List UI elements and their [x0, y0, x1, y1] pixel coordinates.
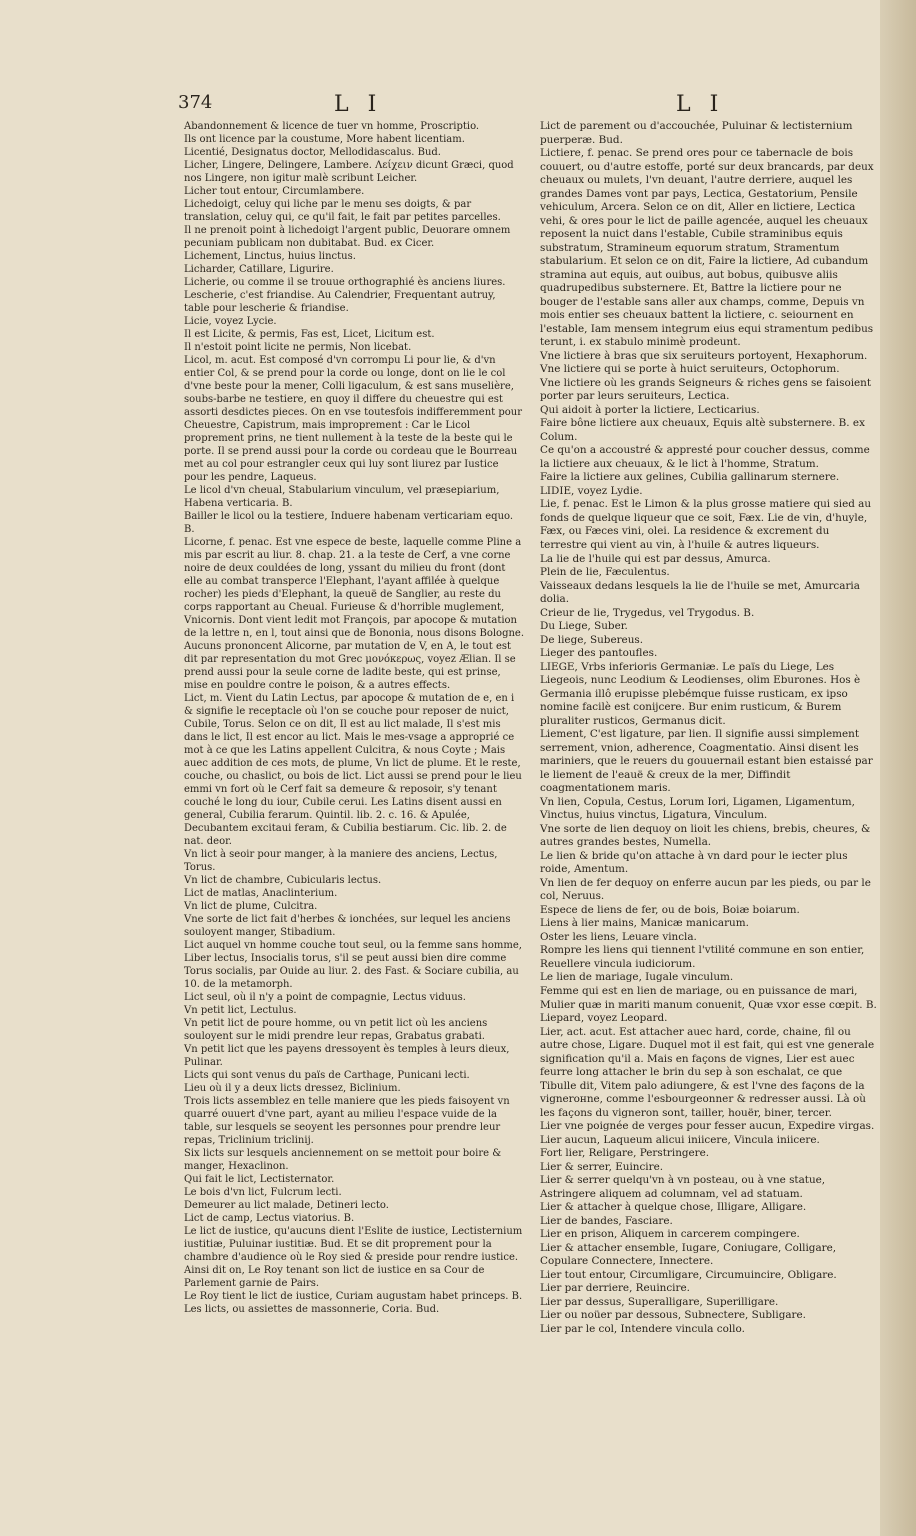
dictionary-entry: Lier par derriere, Reuincire.: [540, 1282, 690, 1295]
dictionary-entry: Trois licts assemblez en telle maniere que les pieds faisoyent vn quarré ouuert d'vne part, ayant au milieu l'espace vuide de la table, sur lesquels se seoyent les personnes pour prendre leur repas, Triclinium triclinij.: [184, 1096, 510, 1146]
dictionary-entry: Vne lictiere où les grands Seigneurs & riches gens se faisoient porter par leurs seruiteurs, Lectica.: [540, 376, 872, 403]
dictionary-entry: Plein de lie, Fæculentus.: [540, 566, 670, 579]
dictionary-entry: Lier & serrer quelqu'vn à vn posteau, ou à vne statue, Astringere aliquem ad columnam, vel ad statuam.: [540, 1174, 826, 1200]
dictionary-entry: Crieur de lie, Trygedus, vel Trygodus. B.: [540, 606, 755, 619]
dictionary-entry: Lier par dessus, Superalligare, Superilligare.: [540, 1295, 779, 1308]
dictionary-entry: Liepard, voyez Leopard.: [540, 1012, 668, 1025]
dictionary-entry: Licherie, ou comme il se trouue orthographié ès anciens liures. Lescherie, c'est friandise. Au Calendrier, Frequentant autruy, table pour lescherie & friandise.: [184, 277, 506, 314]
dictionary-entry: Lier & attacher ensemble, Iugare, Coniugare, Colligare, Copulare Connectere, Innectere.: [540, 1241, 837, 1268]
dictionary-entry: Lichement, Linctus, huius linctus.: [184, 251, 356, 262]
dictionary-entry: Lichedoigt, celuy qui liche par le menu ses doigts, & par translation, celuy qui, ce qu'il fait, le fait par petites parcelles.: [184, 199, 501, 223]
dictionary-entry: Vn petit lict que les payens dressoyent ès temples à leurs dieux, Pulinar.: [184, 1044, 510, 1068]
dictionary-entry: Espece de liens de fer, ou de bois, Boiæ boiarum.: [540, 903, 800, 916]
dictionary-entry: Lier ou noüer par dessous, Subnectere, Subligare.: [540, 1309, 806, 1322]
dictionary-entry: Liement, C'est ligature, par lien. Il signifie aussi simplement serrement, vnion, adherence, Coagmentatio. Ainsi disent les mariniers, que le reuers du gouuernail estant bien estaissé par le liement de l'eauë & creux de la mer, Diffindit coagmentationem maris.: [540, 728, 873, 795]
dictionary-entry: Le Roy tient le lict de iustice, Curiam augustam habet princeps. B.: [184, 1291, 523, 1302]
dictionary-entry: Lier en prison, Aliquem in carcerem compingere.: [540, 1228, 800, 1241]
dictionary-entry: Vaisseaux dedans lesquels la lie de l'huile se met, Amurcaria dolia.: [540, 579, 860, 606]
dictionary-entry: Lict de matlas, Anaclinterium.: [184, 888, 338, 899]
dictionary-entry: Il n'estoit point licite ne permis, Non licebat.: [184, 342, 412, 353]
page-header: [178, 92, 898, 122]
dictionary-entry: Lier aucun, Laqueum alicui iniicere, Vincula iniicere.: [540, 1133, 820, 1146]
dictionary-entry: Lier, act. acut. Est attacher auec hard, corde, chaine, fil ou autre chose, Ligare. Duquel mot il est fait, qui est vne generale signification qu'il a. Mais en façons de vignes, Lier est auec feurre long attacher le brin du sep à son eschalat, ce que Tibulle dit, Vitem palo adiungere, & est l'vne des façons de la vignerонne, comme l'esbourgeonner & redresser aussi. Là où les façons du vigneron sont, tailler, houër, biner, tercer.: [540, 1025, 875, 1119]
dictionary-entry: Le lien de mariage, Iugale vinculum.: [540, 971, 734, 984]
page-edge: [880, 0, 916, 1536]
dictionary-entry: Lier de bandes, Fasciare.: [540, 1214, 673, 1227]
dictionary-entry: LIDIE, voyez Lydie.: [540, 484, 643, 497]
dictionary-entry: Le lict de iustice, qu'aucuns dient l'Eslite de iustice, Lectisternium iustitiæ, Puluinar iustitiæ. Bud. Et se dit proprement pour la chambre d'audience où le Roy sied & preside pour rendre iustice. Ainsi dit on, Le Roy tenant son lict de iustice en sa Cour de Parlement garnie de Pairs.: [184, 1226, 523, 1289]
dictionary-entry: Lictiere, f. penac. Se prend ores pour ce tabernacle de bois couuert, ou d'autre estoffe, porté sur deux brancards, par deux cheuaux ou mulets, l'vn deuant, l'autre derriere, auquel les grandes Dames vont par pays, Lectica, Gestatorium, Pensile vehiculum, Arcera. Selon ce on dit, Aller en lictiere, Lectica vehi, & ores pour le lict de paille agencée, auquel les cheuaux reposent la nuict dans l'estable, Cubile straminibus equis substratum, Stramineum equorum stratum, Stramentum stabularium. Et selon ce on dit, Faire la lictiere, Ad cubandum stramina aut equis, aut ouibus, aut bobus, quibusve aliis quadrupedibus substernere. Et, Battre la lictiere pour ne bouger de l'estable sans aller aux champs, comme, Depuis vn mois entier ses cheuaux battent la lictiere, c. seiournent en l'estable, Iam mensem integrum eius equi stramentum pedibus terunt, i. ex stabulo minimè prodeunt.: [540, 147, 874, 349]
left-column: [184, 120, 524, 1316]
dictionary-entry: Six licts sur lesquels anciennement on se mettoit pour boire & manger, Hexaclinon.: [184, 1148, 502, 1172]
dictionary-entry: LIEGE, Vrbs inferioris Germaniæ. Le païs du Liege, Les Liegeois, nunc Leodium & Leodienses, olim Eburones. Hos è Germania illô erupisse plebémque fuisse rusticam, ex ipso nomine facilè est conijcere. Bur enim rusticum, & Burem pluraliter rusticos, Germanus dicit.: [540, 660, 861, 727]
dictionary-entry: Faire bône lictiere aux cheuaux, Equis altè substernere. B. ex Colum.: [540, 417, 865, 443]
dictionary-entry: Lieu où il y a deux licts dressez, Biclinium.: [184, 1083, 401, 1094]
dictionary-entry: Qui aidoit à porter la lictiere, Lecticarius.: [540, 403, 760, 416]
dictionary-entry: Lier & attacher à quelque chose, Illigare, Alligare.: [540, 1201, 807, 1214]
dictionary-entry: Le bois d'vn lict, Fulcrum lecti.: [184, 1187, 342, 1198]
dictionary-entry: Vne lictiere à bras que six seruiteurs portoyent, Hexaphorum.: [540, 349, 868, 362]
dictionary-entry: Lieger des pantoufles.: [540, 647, 658, 660]
dictionary-entry: Vn lict de plume, Culcitra.: [184, 901, 318, 912]
dictionary-entry: Lict de parement ou d'accouchée, Puluinar & lectisternium puerperæ. Bud.: [540, 120, 853, 146]
running-head-right: L I: [676, 92, 725, 117]
dictionary-entry: Licentié, Designatus doctor, Mellodidascalus. Bud.: [184, 147, 441, 158]
dictionary-entry: Licher, Lingere, Delingere, Lambere. Λείχειν dicunt Græci, quod nos Lingere, non igitur malè scribunt Leicher.: [184, 160, 514, 184]
dictionary-entry: Lie, f. penac. Est le Limon & la plus grosse matiere qui sied au fonds de quelque liqueur que ce soit, Fæx. Lie de vin, d'huyle, Fæx, ou Fæces vini, olei. La residence & excrement du terrestre qui vient au vin, à l'huile & autres liqueurs.: [540, 498, 872, 551]
dictionary-entry: Licts qui sont venus du païs de Carthage, Punicani lecti.: [184, 1070, 470, 1081]
dictionary-entry: Il ne prenoit point à lichedoigt l'argent public, Deuorare omnem pecuniam publicam non dubitabat. Bud. ex Cicer.: [184, 225, 511, 249]
dictionary-entry: Vn petit lict, Lectulus.: [184, 1005, 297, 1016]
dictionary-entry: Fort lier, Religare, Perstringere.: [540, 1147, 710, 1160]
dictionary-entry: Vne sorte de lien dequoy on lioit les chiens, brebis, cheures, & autres grandes bestes, Numella.: [540, 822, 871, 849]
dictionary-entry: De liege, Subereus.: [540, 633, 644, 646]
dictionary-entry: Vn lien de fer dequoy on enferre aucun par les pieds, ou par le col, Neruus.: [540, 876, 871, 903]
dictionary-entry: Le lien & bride qu'on attache à vn dard pour le iecter plus roide, Amentum.: [540, 849, 848, 876]
dictionary-entry: Qui fait le lict, Lectisternator.: [184, 1174, 335, 1185]
dictionary-entry: Demeurer au lict malade, Detineri lecto.: [184, 1200, 389, 1211]
dictionary-entry: Licorne, f. penac. Est vne espece de beste, laquelle comme Pline a mis par escrit au liur. 8. chap. 21. a la teste de Cerf, a vne corne noire de deux couldées de long, yssant du milieu du front (dont elle au combat transperce l'Elephant, l'ayant affilée à quelque rocher) les pieds d'Elephant, la queuë de Sanglier, au reste du corps rapportant au Cheual. Furieuse & d'horrible muglement, Vnicornis. Dont vient ledit mot François, par apocope & mutation de la lettre n, en l, tout ainsi que de Bononia, nous disons Bologne. Aucuns prononcent Alicorne, par mutation de V, en A, le tout est dit par representation du mot Grec μονόκερως, voyez Ælian. Il se prend aussi pour la seule corne de ladite beste, qui est prinse, mise en pouldre contre le poison, & a autres effects.: [184, 537, 525, 691]
dictionary-entry: Vn lict à seoir pour manger, à la maniere des anciens, Lectus, Torus.: [184, 849, 498, 873]
dictionary-entry: Lier tout entour, Circumligare, Circumuincire, Obligare.: [540, 1268, 837, 1281]
page-number: 374: [178, 92, 213, 113]
dictionary-entry: Abandonnement & licence de tuer vn homme, Proscriptio.: [184, 121, 480, 132]
dictionary-entry: Il est Licite, & permis, Fas est, Licet, Licitum est.: [184, 329, 435, 340]
dictionary-entry: Vn lien, Copula, Cestus, Lorum Iori, Ligamen, Ligamentum, Vinctus, huius vinctus, Ligatura, Vinculum.: [540, 795, 855, 822]
dictionary-entry: La lie de l'huile qui est par dessus, Amurca.: [540, 552, 771, 565]
dictionary-entry: Faire la lictiere aux gelines, Cubilia gallinarum sternere.: [540, 471, 840, 484]
dictionary-entry: Bailler le licol ou la testiere, Induere habenam verticariam equo. B.: [184, 511, 514, 535]
dictionary-entry: Lict seul, où il n'y a point de compagnie, Lectus viduus.: [184, 992, 466, 1003]
running-head-left: L I: [334, 92, 383, 117]
dictionary-entry: Liens à lier mains, Manicæ manicarum.: [540, 917, 749, 930]
dictionary-entry: Lict, m. Vient du Latin Lectus, par apocope & mutation de e, en i & signifie le receptacle où l'on se couche pour reposer de nuict, Cubile, Torus. Selon ce on dit, Il est au lict malade, Il s'est mis dans le lict, Il est encor au lict. Mais le mes-vsage a approprié ce mot à ce que les Latins appellent Culcitra, & nous Coyte ; Mais auec addition de ces mots, de plume, Vn lict de plume. Et le reste, couche, ou chaslict, ou bois de lict. Lict aussi se prend pour le lieu emmi vn fort où le Cerf fait sa demeure & reposoir, s'y tenant couché le long du iour, Cubile cerui. Les Latins disent aussi en general, Cubilia ferarum. Quintil. lib. 2. c. 16. & Apulée, Decubantem excitaui feram, & Cubilia bestiarum. Cic. lib. 2. de nat. deor.: [184, 693, 522, 847]
dictionary-entry: Ils ont licence par la coustume, More habent licentiam.: [184, 134, 465, 145]
right-column: [540, 120, 878, 1336]
dictionary-entry: Vne lictiere qui se porte à huict seruiteurs, Octophorum.: [540, 363, 840, 376]
dictionary-entry: Vn petit lict de poure homme, ou vn petit lict où les anciens souloyent sur le midi prendre leur repas, Grabatus grabati.: [184, 1018, 488, 1042]
dictionary-entry: Vne sorte de lict fait d'herbes & ionchées, sur lequel les anciens souloyent manger, Stibadium.: [184, 914, 511, 938]
dictionary-entry: Le licol d'vn cheual, Stabularium vinculum, vel præsepiarium, Habena verticaria. B.: [184, 485, 500, 509]
dictionary-entry: Rompre les liens qui tiennent l'vtilité commune en son entier, Reuellere vincula iudiciorum.: [540, 944, 865, 970]
dictionary-entry: Licie, voyez Lycie.: [184, 316, 277, 327]
dictionary-entry: Lier & serrer, Euincire.: [540, 1160, 664, 1173]
dictionary-entry: Licol, m. acut. Est composé d'vn corrompu Li pour lie, & d'vn entier Col, & se prend pour la corde ou longe, dont on lie le col d'vne beste pour la mener, Colli ligaculum, & est sans muselière, soubs-barbe ne testiere, en quoy il differe du cheuestre qui est assorti desdictes pieces. On en vse toutesfois indifferemment pour Cheuestre, Capistrum, mais improprement : Car le Licol proprement prins, ne tient nullement à la teste de la beste qui le porte. Il se prend aussi pour la corde ou cordeau que le Bourreau met au col pour estrangler ceux qui luy sont liurez par Iustice pour les pendre, Laqueus.: [184, 355, 522, 483]
dictionary-entry: Lier par le col, Intendere vincula collo.: [540, 1322, 745, 1335]
dictionary-entry: Oster les liens, Leuare vincla.: [540, 930, 697, 943]
dictionary-entry: Licharder, Catillare, Ligurire.: [184, 264, 334, 275]
dictionary-entry: Lier vne poignée de verges pour fesser aucun, Expedire virgas.: [540, 1120, 875, 1133]
dictionary-entry: Du Liege, Suber.: [540, 620, 628, 633]
dictionary-entry: Lict auquel vn homme couche tout seul, ou la femme sans homme, Liber lectus, Insocialis torus, s'il se peut aussi bien dire comme Torus socialis, par Ouide au liur. 2. des Fast. & Sociare cubilia, au 10. de la metamorph.: [184, 940, 522, 990]
dictionary-entry: Les licts, ou assiettes de massonnerie, Coria. Bud.: [184, 1304, 440, 1315]
dictionary-entry: Femme qui est en lien de mariage, ou en puissance de mari, Mulier quæ in mariti manum conuenit, Quæ vxor esse cœpit. B.: [540, 985, 877, 1011]
dictionary-entry: Ce qu'on a accoustré & appresté pour coucher dessus, comme la lictiere aux cheuaux, & le lict à l'homme, Stratum.: [540, 444, 870, 470]
dictionary-entry: Vn lict de chambre, Cubicularis lectus.: [184, 875, 382, 886]
dictionary-entry: Lict de camp, Lectus viatorius. B.: [184, 1213, 355, 1224]
dictionary-entry: Licher tout entour, Circumlambere.: [184, 186, 365, 197]
